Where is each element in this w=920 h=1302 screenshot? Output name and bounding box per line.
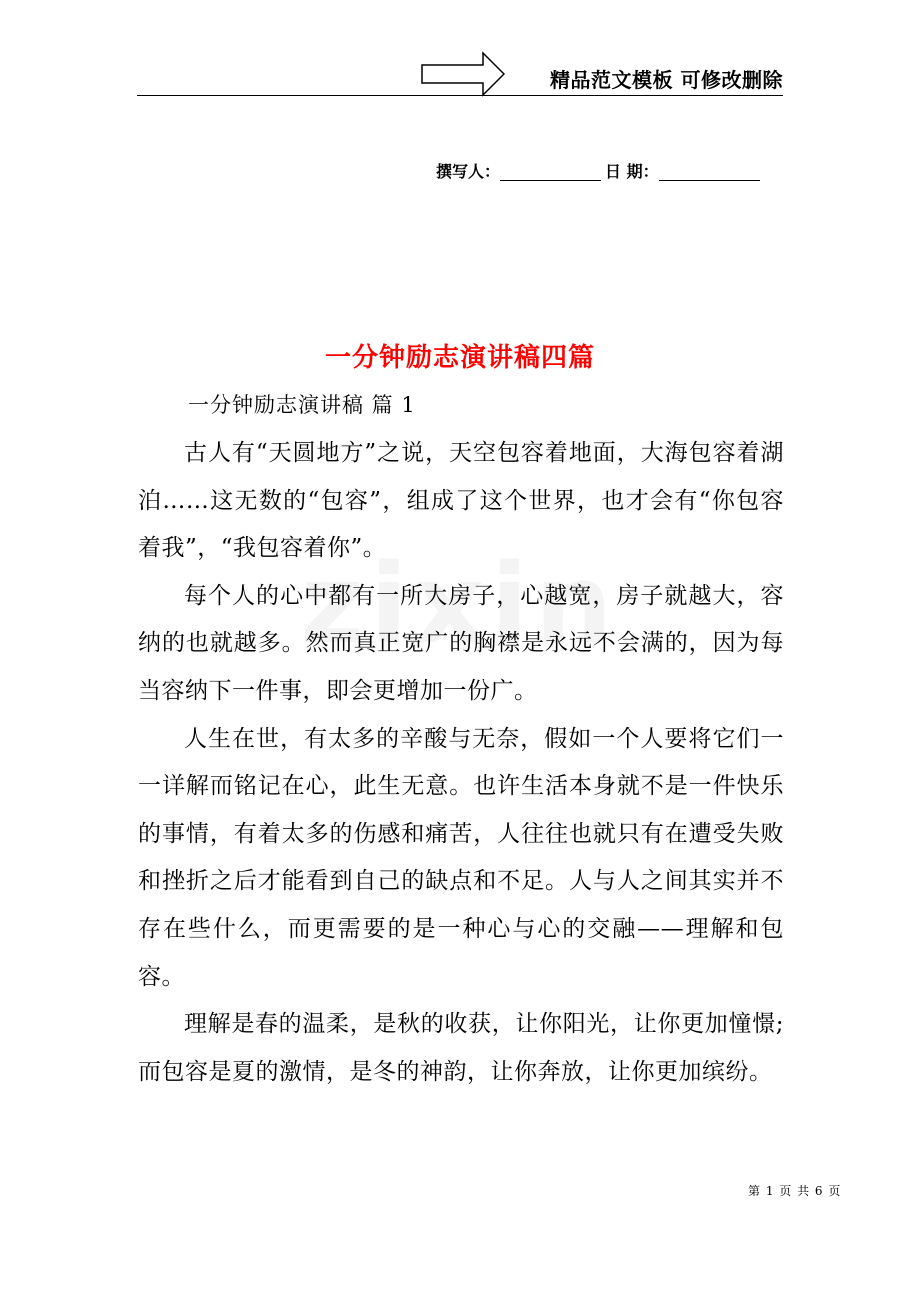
paragraph-3: 人生在世，有太多的辛酸与无奈，假如一个人要将它们一一详解而铭记在心，此生无意。也许生活本身就不是一件快乐的事情，有着太多的伤感和痛苦，人往往也就只有在遭受失败和挫折之后才能看到自己的缺点和不足。人与人之间其实并不存在些什么，而更需要的是一种心与心的交融——理解和包容。 — [138, 725, 784, 990]
document-title: 一分钟励志演讲稿四篇 — [324, 343, 595, 373]
author-blank — [500, 160, 601, 181]
date-blank — [659, 160, 760, 181]
paragraph-1: 古人有“天圆地方”之说，天空包容着地面，大海包容着湖泊……这无数的“包容”，组成了这个世界，也才会有“你包容着我”，“我包容着你”。 — [138, 440, 784, 562]
author-label: 撰写人： — [436, 162, 501, 181]
header-divider — [137, 95, 783, 96]
paragraph-2: 每个人的心中都有一所大房子，心越宽，房子就越大，容纳的也就越多。然而真正宽广的胸襟是永远不会满的，因为每当容纳下一件事，即会更增加一份广。 — [138, 582, 784, 704]
page-number: 第 1 页 共 6 页 — [748, 1184, 842, 1198]
document-body — [138, 430, 784, 1096]
paragraph-4: 理解是春的温柔，是秋的收获，让你阳光，让你更加憧憬;而包容是夏的激情，是冬的神韵，让你奔放，让你更加缤纷。 — [138, 1011, 784, 1085]
section-heading: 一分钟励志演讲稿 篇 1 — [188, 393, 416, 417]
date-label: 日 期： — [605, 162, 659, 181]
header-arrow-icon — [421, 51, 505, 97]
header-title: 精品范文模板 可修改删除 — [550, 68, 783, 92]
author-date-line — [436, 160, 764, 184]
